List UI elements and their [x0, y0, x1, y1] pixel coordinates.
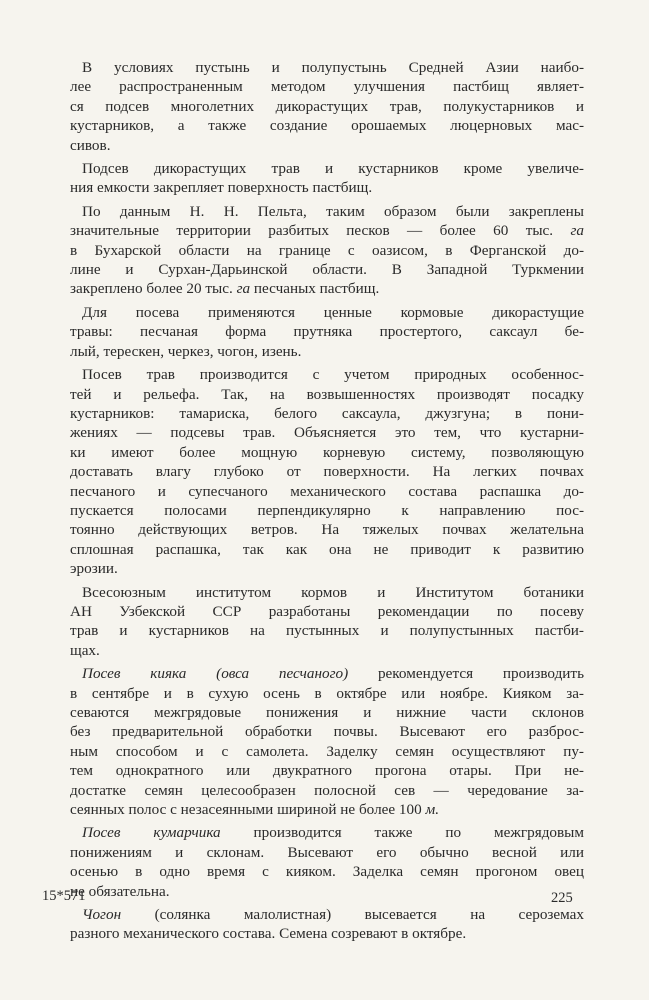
text-line: кустарников: тамариска, белого саксаула, джузгуна; в пони-: [70, 404, 584, 422]
text-line: в сентябре и в сухую осень в октябре или ноябре. Кияком за-: [70, 684, 584, 702]
paragraph: [70, 159, 584, 198]
text-line: кустарников, а также создание орошаемых люцерновых мас-: [70, 117, 584, 135]
text-line: Посев кияка (овса песчаного) рекомендуется производить: [82, 665, 584, 683]
text-line: ки имеют более мощную корневую систему, позволяющую: [70, 443, 584, 461]
text-line: лый, терескен, черкез, чогон, изень.: [70, 342, 302, 360]
text-line: доставать влагу глубоко от поверхности. На легких почвах: [70, 463, 584, 481]
text-line: эрозии.: [70, 560, 118, 578]
text-line: достатке семян целесообразен полосной сев — чередование за-: [70, 781, 584, 799]
text-line: тем однократного или двукратного прогона отары. При не-: [70, 762, 584, 780]
text-line: ся подсев многолетних дикорастущих трав, полукустарников и: [70, 97, 584, 115]
text-line: тей и рельефа. Так, на возвышенностях производят посадку: [70, 385, 584, 403]
paragraph: [70, 202, 584, 299]
text-line: в Бухарской области на границе с оазисом, в Ферганской до-: [70, 241, 584, 259]
text-line: Всесоюзным институтом кормов и Институтом ботаники: [82, 583, 584, 601]
text-line: травы: песчаная форма прутняка простертого, саксаул бе-: [70, 323, 584, 341]
text-line: Посев кумарчика производится также по межгрядовым: [82, 824, 584, 842]
text-line: не обязательна.: [70, 882, 170, 900]
text-line: лине и Сурхан-Дарьинской области. В Западной Туркмении: [70, 261, 584, 279]
paragraph: [70, 583, 584, 661]
text-line: ния емкости закрепляет поверхность пастбищ.: [70, 179, 373, 197]
text-line: осенью в одно время с кияком. Заделка семян прогоном овец: [70, 863, 584, 881]
text-line: Для посева применяются ценные кормовые дикорастущие: [82, 303, 584, 321]
text-line: пускается полосами перпендикулярно к направлению пос-: [70, 501, 584, 519]
text-line: В условиях пустынь и полупустынь Средней Азии наибо-: [82, 59, 584, 76]
text-line: Посев трав производится с учетом природных особеннос-: [82, 366, 584, 384]
text-line: значительные территории разбитых песков — более 60 тыс. га: [70, 222, 584, 240]
body-text: [70, 58, 584, 948]
text-line: без предварительной обработки почвы. Высевают его разброс-: [70, 723, 584, 741]
text-line: сеянных полос с незасеянными шириной не более 100 м.: [70, 801, 440, 819]
paragraph: [70, 905, 584, 944]
printer-signature: 15*571: [42, 888, 86, 904]
text-line: жениях — подсевы трав. Объясняется это тем, что кустарни-: [70, 424, 584, 442]
text-line: щах.: [70, 641, 100, 659]
text-line: ным способом и с самолета. Заделку семян осуществляют пу-: [70, 742, 584, 760]
paragraph: [70, 664, 584, 819]
text-line: АН Узбекской ССР разработаны рекомендации по посеву: [70, 602, 584, 620]
paragraph: [70, 823, 584, 901]
paragraph: [70, 58, 584, 155]
text-line: тоянно действующих ветров. На тяжелых почвах желательна: [70, 521, 584, 539]
text-line: лее распространенным методом улучшения пастбищ являет-: [70, 78, 584, 96]
text-line: сплошная распашка, так как она не приводит к развитию: [70, 540, 584, 558]
text-line: песчаного и супесчаного механического состава распашка до-: [70, 482, 584, 500]
text-line: севаются межгрядовые понижения и нижние части склонов: [70, 704, 584, 721]
text-line: По данным Н. Н. Пельта, таким образом были закреплены: [82, 202, 584, 220]
page-number: 225: [551, 890, 573, 906]
text-line: трав и кустарников на пустынных и полупустынных пастби-: [70, 622, 584, 640]
paragraph: [70, 365, 584, 578]
text-line: Чогон (солянка малолистная) высевается на сероземах: [82, 906, 584, 924]
text-line: понижениям и склонам. Высевают его обычно весной или: [70, 843, 584, 861]
text-line: сивов.: [70, 136, 111, 154]
text-line: закреплено более 20 тыс. га песчаных пастбищ.: [70, 280, 380, 298]
paragraph: [70, 303, 584, 361]
text-line: разного механического состава. Семена созревают в октябре.: [70, 925, 467, 943]
text-line: Подсев дикорастущих трав и кустарников кроме увеличе-: [82, 160, 584, 178]
